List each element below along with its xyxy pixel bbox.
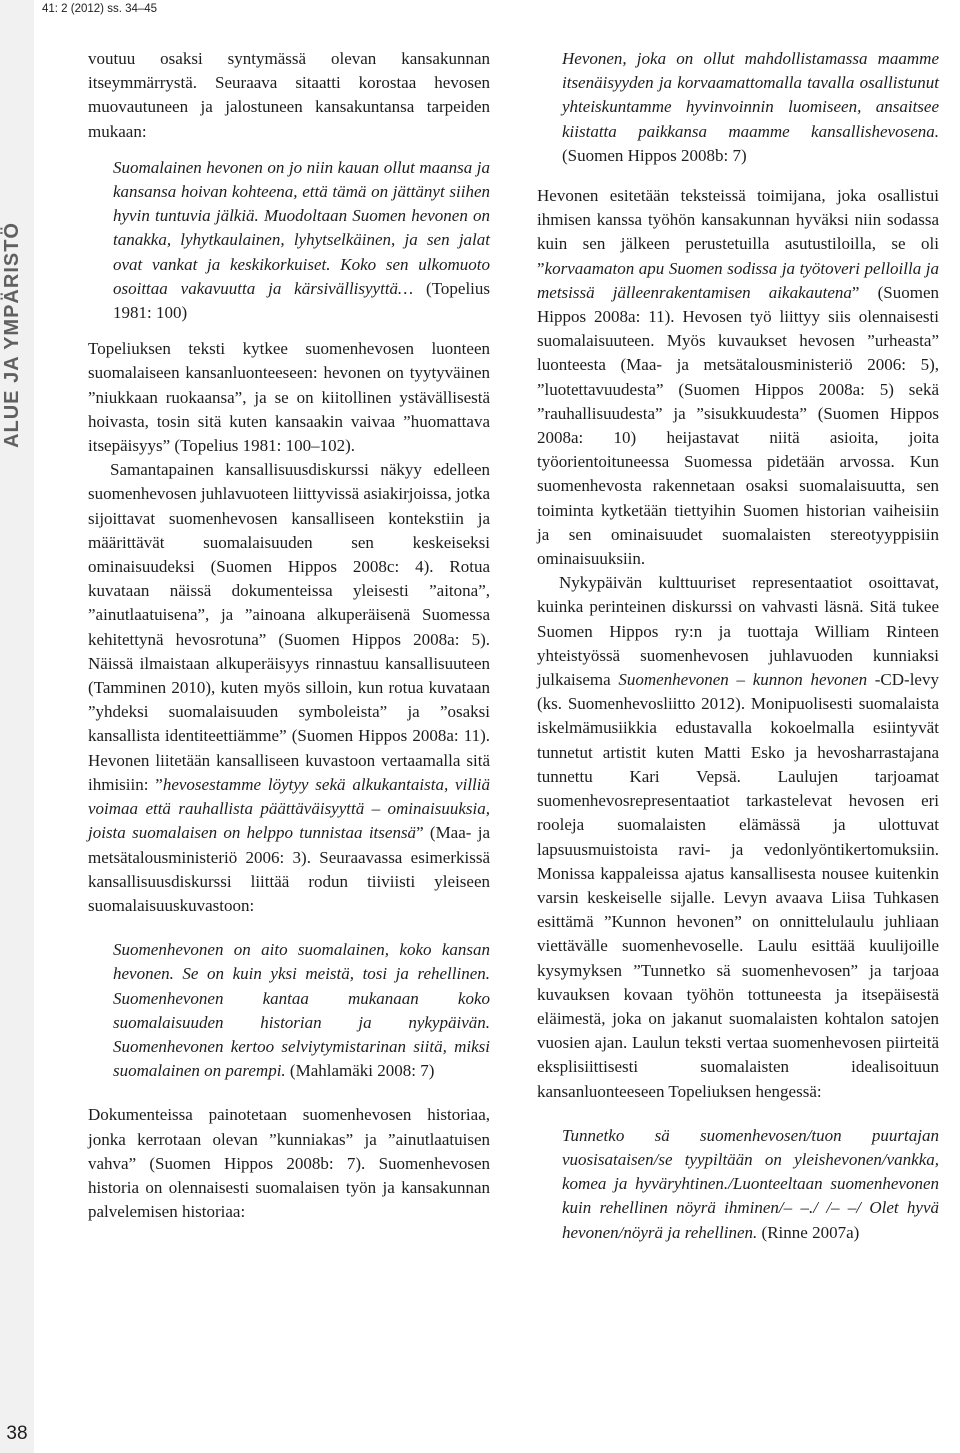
paragraph: Dokumenteissa painotetaan suomenhevosen historiaa, jonka kerrotaan olevan ”kunniakas” ja ”ainutlaatuisen vahva” (Suomen Hippos 2008b: 7). Suomenhevosen historia on olennaisesti suomalaisen työn ja kansakunnan palvelemisen historiaa: (88, 1105, 490, 1222)
inline-quote: hevosestamme löytyy sekä alkukantaista, villiä voimaa että rauhallista päättäväisyyttä – ominaisuuksia, joista suomalaisen on helppo tunnistaa itsensä (88, 774, 490, 843)
paragraph-text: Hevonen esitetään teksteissä toimijana, joka osallistui ihmisen kanssa työhön kansakunnan hyväksi niin sodassa kuin sen jälkeen perustetuilla asutustiloilla, se oli ” (537, 186, 939, 278)
left-column (88, 47, 490, 1224)
paragraph-text: ” (Suomen Hippos 2008a: 11). Hevosen työ liittyy siis olennaisesti suomalaisuuteen. Myös kuvaukset hevosen ”urheasta” luonteesta (Maa- ja metsätalousministeriö 2006: 5), ”luotettavuudesta” (Suomen Hippos 2008a: 5) sekä ”rauhallisuudesta” ja ”sisukkuudesta” (Suomen Hippos 2008a: 10) heijastavat niitä asioita, joita työorientoituneessa Suomessa pidetään arvossa. Kun suomenhevosta rakennetaan osaksi suomalaisuutta, sen toiminta kytketään tiettyihin Suomen historian vaiheisiin ja sen ominaisuudet suomalaisten stereotyyppisiin ominaisuuksiin. (537, 282, 939, 569)
quote-citation: (Suomen Hippos 2008b: 7) (562, 145, 747, 165)
paragraph (88, 458, 490, 918)
quote-text: Suomenhevonen on aito suomalainen, koko kansan hevonen. Se on kuin yksi meistä, tosi ja rehellinen. Suomenhevonen kantaa mukanaan koko suomalaisuuden historian ja nykypäivän. Suomenhevonen kertoo selviytymistarinan siitä, miksi suomalainen on parempi. (113, 940, 490, 1081)
right-column (537, 47, 939, 1245)
paragraph-text: ” (Maa- ja metsätalousministeriö 2006: 3). Seuraavassa esimerkissä kansallisuusdiskurssi liittää rodun tiiviisti yleiseen suomalaisuuskuvastoon: (88, 823, 491, 915)
paragraph: voutuu osaksi syntymässä olevan kansakunnan itseymmärrystä. Seuraava sitaatti korostaa hevosen muovautuneen ja jalostuneen kansakuntansa tarpeiden mukaan: (88, 49, 490, 141)
inline-quote: korvaamaton apu Suomen sodissa ja työtoveri pelloilla ja metsissä jälleenrakentamisen aikakautena (537, 258, 939, 302)
side-band (0, 0, 34, 1453)
quote-citation: (Rinne 2007a) (757, 1222, 860, 1242)
quote-text: Hevonen, joka on ollut mahdollistamassa maamme itsenäisyyden ja korvaamattomalla tavalla osallistunut yhteiskuntamme hyvinvoinnin luomiseen, ansaitsee kiistatta paikkansa maamme kansallishevosena. (562, 49, 939, 141)
lyrics-text: Tunnetko sä suomenhevosen/tuon puurtajan vuosisataisen/se tyypiltään on yleishevonen/vankka, komea ja hyväryhtinen./Luonteeltaan suomenhevonen kuin rehellinen nöyrä ihminen/– –./ /– –/ Olet hyvä hevonen/nöyrä ja rehellinen. (562, 1125, 939, 1242)
block-quote (562, 47, 939, 168)
paragraph-text: Nykypäivän kulttuuriset representaatiot osoittavat, kuinka perinteinen diskurssi on vahvasti läsnä. Sitä tukee Suomen Hippos ry:n ja tuottaja William Rinteen yhteistyössä suomenhevosen juhlavuoden kunniaksi julkaisema (537, 573, 939, 690)
running-head: 41: 2 (2012) ss. 34–45 (42, 3, 158, 15)
paragraph: Topeliuksen teksti kytkee suomenhevosen luonteen suomalaiseen kansanluonteeseen: hevonen on tyytyväinen ”niukkaan ruokaansa”, ja se on kiitollinen ystävällisestä hoivasta, tosin sitä kuten kansaakin vaivaa ”huomattava itsepäisyys” (Topelius 1981: 100–102). (88, 339, 490, 456)
block-quote (113, 156, 490, 325)
paragraph (537, 184, 939, 571)
quote-text: Suomalainen hevonen on jo niin kauan ollut maansa ja kansansa hoivan kohteena, että tämä on jättänyt siihen hyvin tuntuvia jälkiä. Muodoltaan Suomen hevonen on tanakka, lyhytkaulainen, lyhytselkäinen, ja sen jalat ovat vankat ja keskikorkuiset. Koko sen ulkomuoto osoittaa vakavuutta ja kärsivällisyyttä… (113, 157, 490, 298)
paragraph (537, 571, 939, 1103)
album-title: Suomenhevonen – kunnon hevonen (618, 670, 868, 690)
quote-citation: (Topelius 1981: 100) (113, 278, 491, 323)
paragraph-text: Samantapainen kansallisuusdiskurssi näkyy edelleen suomenhevosen juhlavuoteen liittyvissä asiakirjoissa, jotka sijoittavat suomenhevosen kansalliseen kontekstiin ja määrittävät suomalaisuuden sen keskeiseksi ominaisuudeksi (Suomen Hippos 2008c: 4). Rotua kuvataan näissä dokumenteissa yleisesti ”aitona”, ”ainutlaatuisena”, ja ”ainoana alkuperäisenä Suomessa kehitettynä hevosrotuna” (Suomen Hippos 2008a: 5). Näissä ilmaistaan alkuperäisyys rinnastuu kansallisuuteen (Tamminen 2010), kuten myös silloin, kun rotua kuvataan ”yhdeksi suomalaisuuden symboleista” ja ”osaksi kansallista identiteettiämme” (Suomen Hippos 2008a: 11). Hevonen liitetään kansalliseen kuvastoon vertaamalla sitä ihmisiin: ” (88, 460, 490, 794)
quote-citation: (Mahlamäki 2008: 7) (285, 1061, 435, 1081)
page-number: 38 (6, 1423, 28, 1444)
block-quote (562, 1124, 939, 1245)
block-quote (113, 938, 490, 1083)
journal-side-label: ALUE JA YMPÄRISTÖ (1, 222, 23, 448)
paragraph-text: -CD-levy (ks. Suomenhevosliitto 2012). Monipuolisesti suomalaista iskelmämusiikkia edustavalla kokoelmalla esiintyvät tunnetut artistit kuten Matti Esko ja hevosharrastajana tunnettu Kari Vepsä. Laulujen tarjoamat suomenhevosrepresentaatiot tarkastelevat hevosen eri rooleja suomalaisten elämässä ja ulottuvat lapsuusmuistoista ravi- ja vedonlyöntikertomuksiin. Monissa kappaleissa ajatus kansallisesta nousee kuitenkin varsin keskeiselle sijalle. Levyn avaava Liisa Tuhkasen esittämä ”Kunnon hevonen” on onnittelulaulu juhliaan viettävälle suomenhevoselle. Laulu esittää kuulijoille kysymyksen ”Tunnetko sä suomenhevosen” ja tarjoaa kuvauksen kovaan työhön tottuneesta ja itsepäisestä eläimestä, joka on jakanut suomalaisten kohtalon satojen vuosien ajan. Laulun teksti vertaa suomenhevosen piirteitä eksplisiittisesti suomalaisten idealisoituun kansanluonteeseen Topeliuksen hengessä: (537, 670, 939, 1101)
